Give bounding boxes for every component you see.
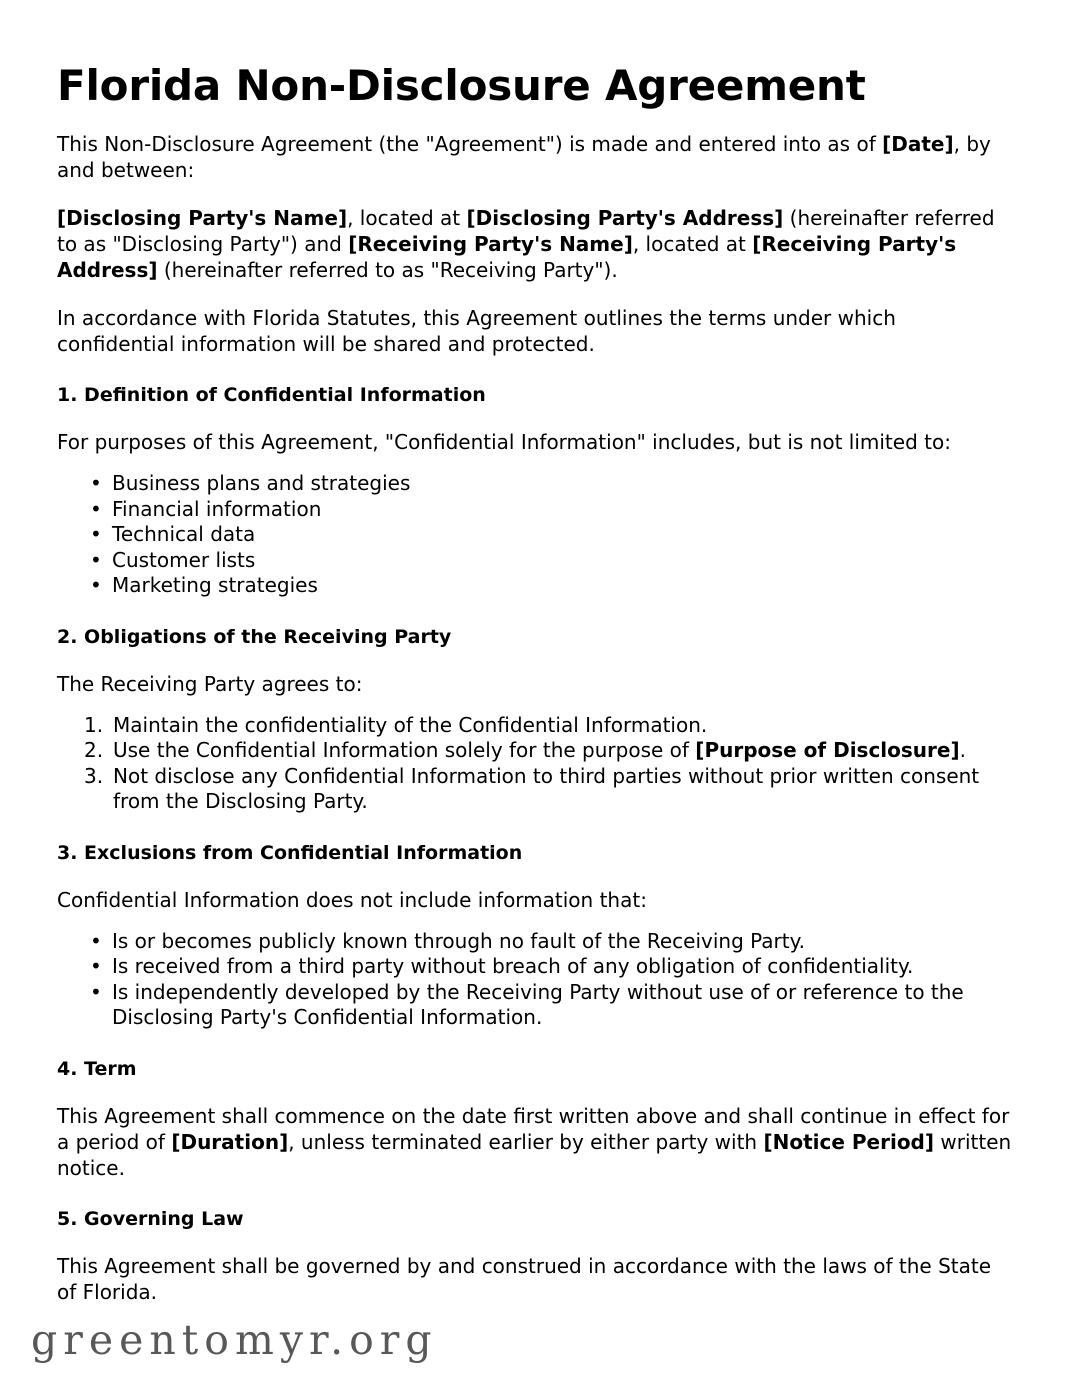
list-item: • Is independently developed by the Receiving Party without use of or reference to the Disclosing Party's Confidential Information. [57, 980, 1013, 1031]
section-2-lead: The Receiving Party agrees to: [57, 671, 363, 696]
section-1-bullet-list [57, 455, 1013, 599]
intro-p1-text-c: , by and between: [57, 132, 991, 183]
list-item: • Technical data [57, 522, 1013, 548]
section-2-numbered-list [57, 697, 1013, 815]
placeholder-disclosing-party-name: [Disclosing Party's Name] [57, 206, 348, 231]
section-3-lead: Confidential Information does not include information that: [57, 887, 647, 912]
intro-p2-text-d: (hereinafter referred to as "Disclosing Party") and [57, 206, 995, 257]
list-item-text: Use the Confidential Information solely for the purpose of [113, 738, 696, 763]
placeholder-purpose-of-disclosure: [Purpose of Disclosure] [695, 738, 960, 763]
placeholder-notice-period: [Notice Period] [763, 1129, 935, 1154]
document-content [57, 0, 1013, 1305]
intro-p1-text-a: This Non-Disclosure Agreement (the "Agreement") is made and entered into as of [57, 132, 883, 157]
placeholder-receiving-party-name: [Receiving Party's Name] [348, 232, 633, 257]
section-4-text-c: , unless terminated earlier by either party with [288, 1129, 764, 1154]
list-item: • Customer lists [57, 548, 1013, 574]
list-item-text: Not disclose any Confidential Information to third parties without prior written consent from the Disclosing Party. [113, 763, 980, 814]
section-heading-1: 1. Definition of Confidential Information [57, 384, 486, 407]
placeholder-duration: [Duration] [171, 1129, 289, 1154]
list-item: • Financial information [57, 497, 1013, 523]
intro-paragraph-3: In accordance with Florida Statutes, this Agreement outlines the terms under which confidential information will be shared and protected. [57, 306, 896, 357]
intro-paragraph-1 [57, 109, 1013, 183]
section-heading-3: 3. Exclusions from Confidential Information [57, 841, 523, 864]
list-item-text: Maintain the confidentiality of the Confidential Information. [113, 712, 708, 737]
section-4-body [57, 1081, 1013, 1181]
list-item: • Marketing strategies [57, 573, 1013, 599]
site-watermark: greentomyr.org [31, 1316, 438, 1364]
section-heading-5: 5. Governing Law [57, 1207, 244, 1230]
intro-p2-text-h: (hereinafter referred to as "Receiving Party"). [157, 258, 618, 283]
section-heading-2: 2. Obligations of the Receiving Party [57, 625, 452, 648]
section-4-text-a: This Agreement shall commence on the date first written above and shall continue in effect for a period of [57, 1103, 1010, 1154]
section-1-lead: For purposes of this Agreement, "Confidential Information" includes, but is not limited to: [57, 430, 951, 455]
section-heading-4: 4. Term [57, 1057, 137, 1080]
intro-p2-text-f: , located at [632, 232, 753, 257]
placeholder-receiving-party-address: [Receiving Party's Address] [57, 232, 957, 283]
page-title: Florida Non-Disclosure Agreement [57, 61, 866, 110]
section-3-bullet-list [57, 913, 1013, 1031]
list-item [57, 713, 1013, 739]
intro-p2-text-b: , located at [347, 206, 467, 231]
list-item [57, 764, 1013, 815]
list-item: • Is received from a third party without breach of any obligation of confidentiality. [57, 954, 1013, 980]
list-item-text-tail: . [959, 738, 966, 763]
list-item: • Is or becomes publicly known through no fault of the Receiving Party. [57, 929, 1013, 955]
placeholder-disclosing-party-address: [Disclosing Party's Address] [466, 206, 784, 231]
list-item: • Business plans and strategies [57, 471, 1013, 497]
intro-paragraph-2 [57, 183, 1013, 283]
section-4-text-e: written notice. [57, 1129, 1012, 1180]
section-5-body: This Agreement shall be governed by and construed in accordance with the laws of the State of Florida. [57, 1253, 992, 1304]
placeholder-date: [Date] [882, 132, 954, 157]
list-item [57, 738, 1013, 764]
